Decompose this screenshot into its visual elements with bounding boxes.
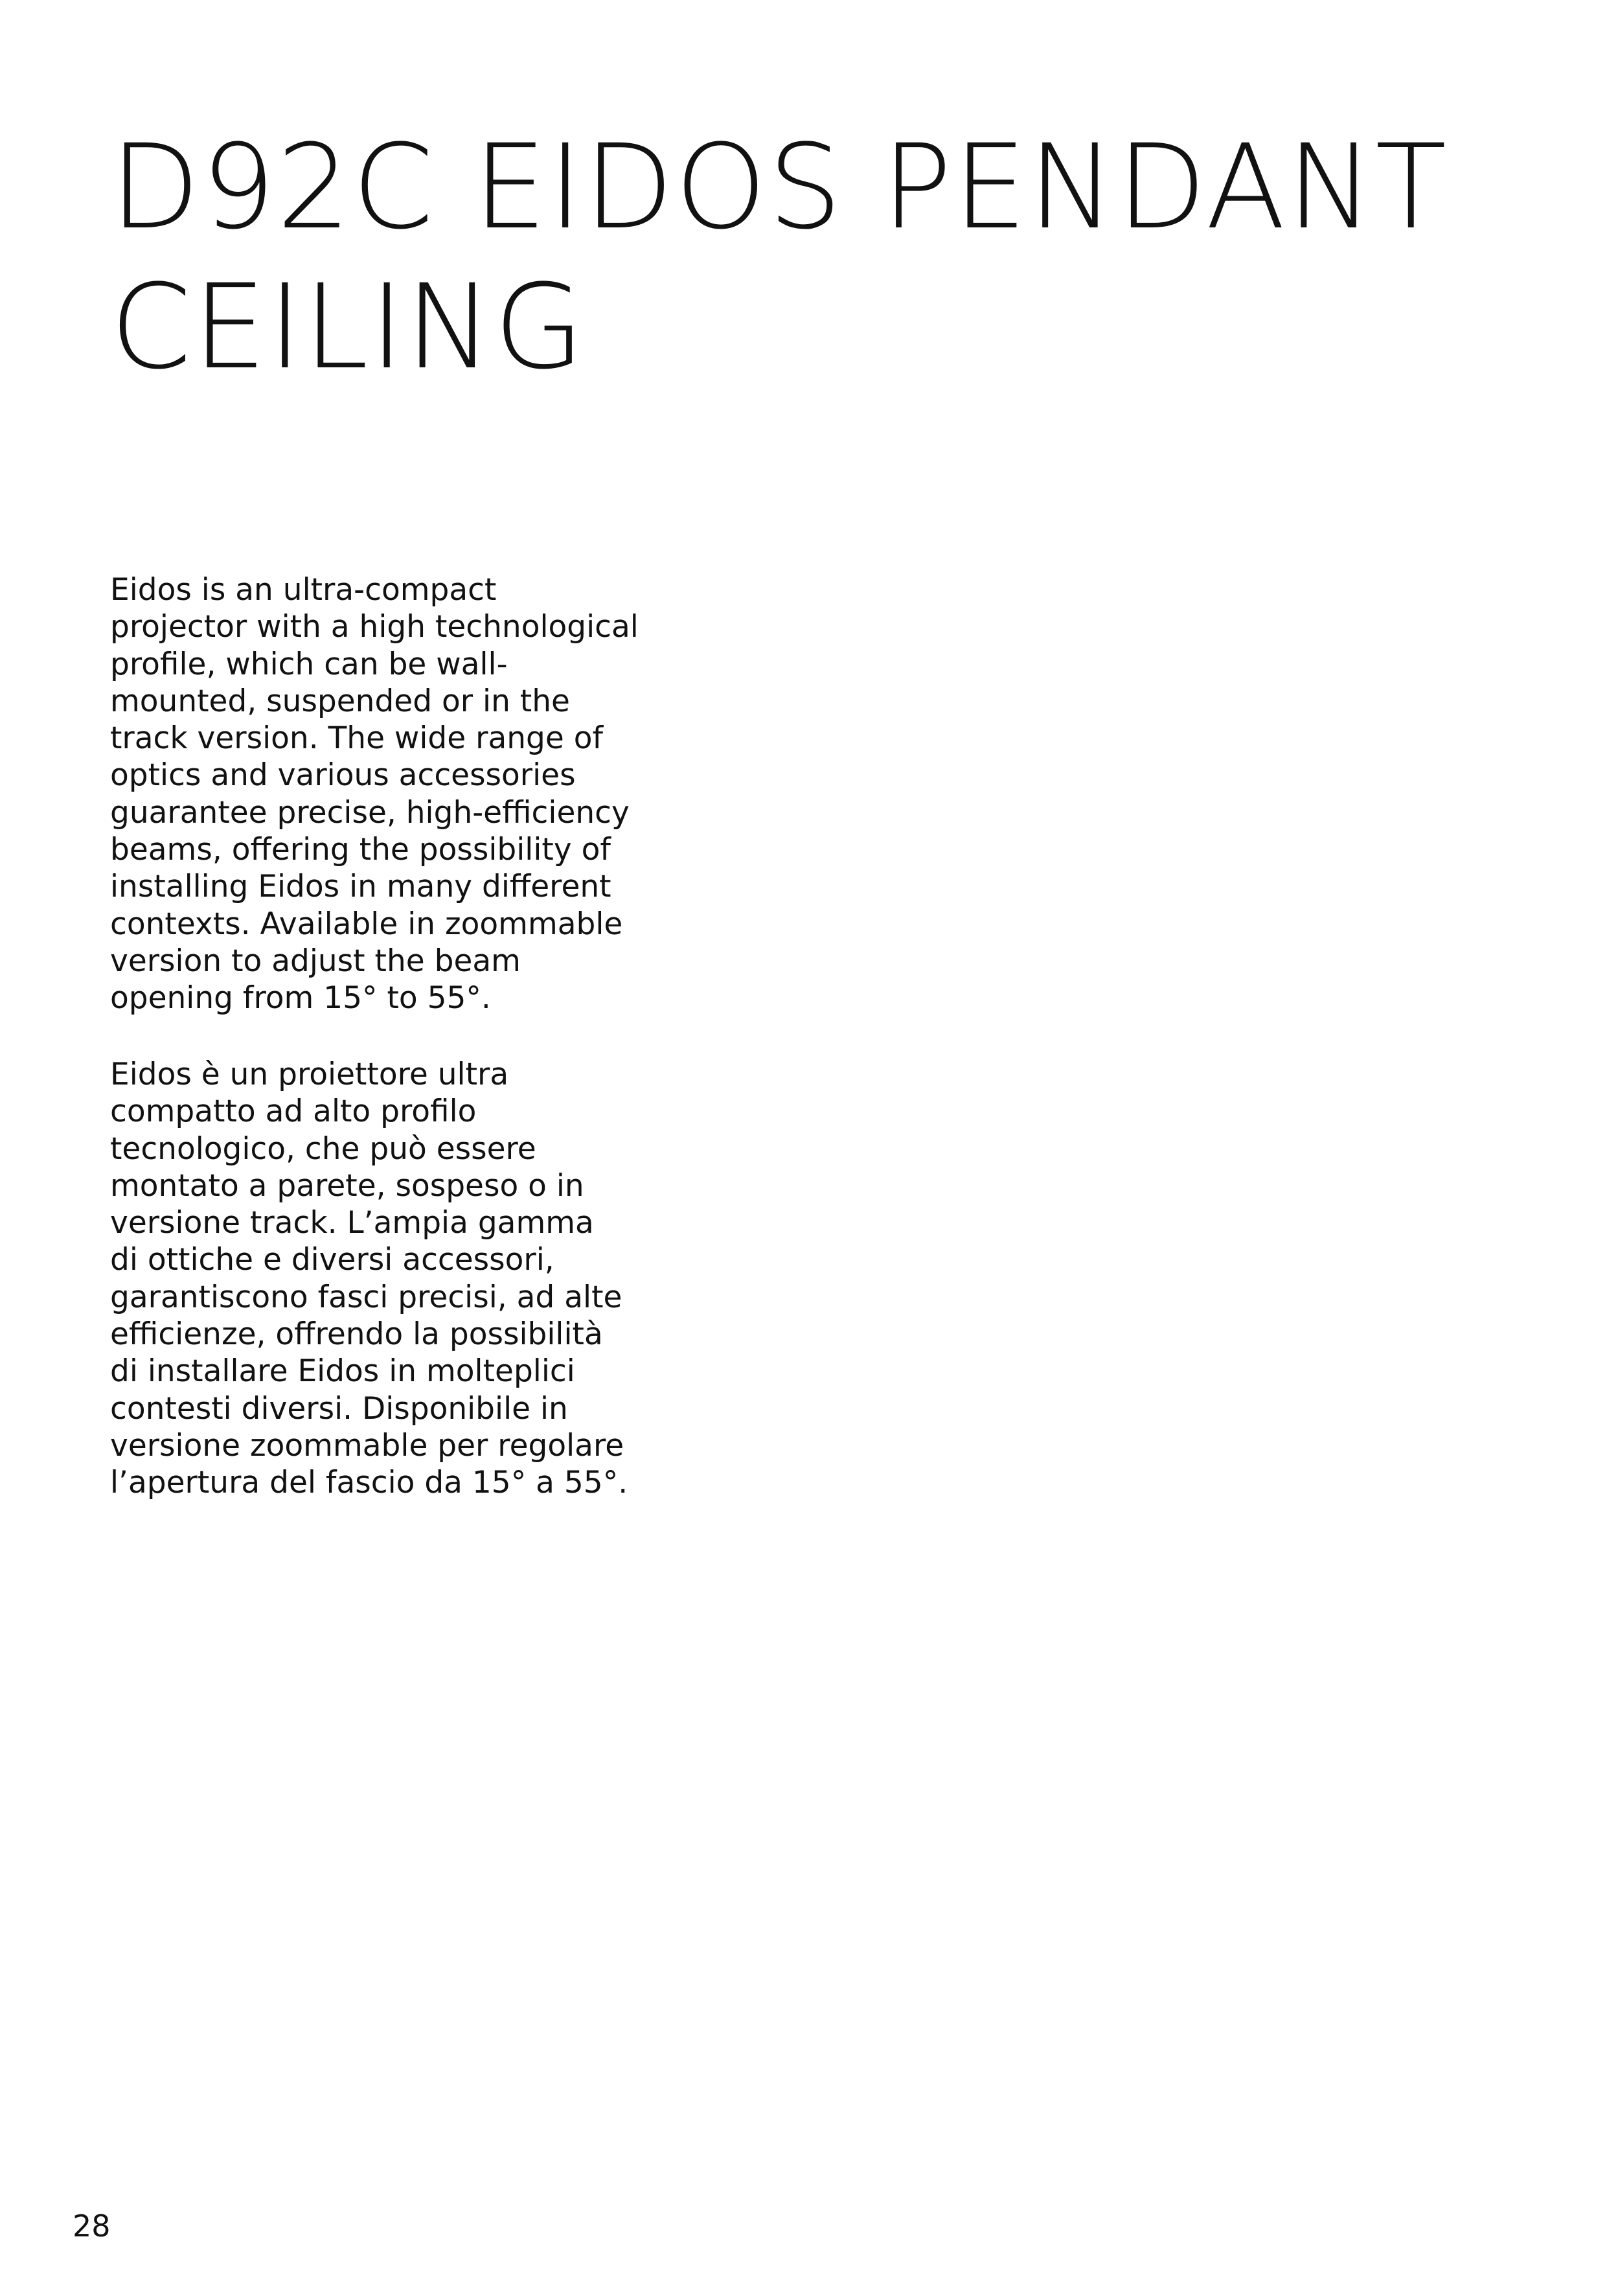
page-number: 28 (73, 2209, 111, 2244)
page-title-line-2: CEILING (110, 260, 586, 395)
page-title (110, 118, 1567, 398)
page-title-line-1: D92C EIDOS PENDANT (110, 120, 1448, 255)
description-italian: Eidos è un proiettore ultra compatto ad alto profilo tecnologico, che può essere montato a parete, sospeso o in versione track. L’ampia gamma di ottiche e diversi accessori, garantiscono fasci precisi, ad alte efficienze, offrendo la possibilità di installare Eidos in molteplici contesti diversi. Disponibile in versione zoommable per regolare l’apertura del fascio da 15° a 55°. (110, 1057, 628, 1501)
description-english: Eidos is an ultra-compact projector with a high technological profile, which can be wall- mounted, suspended or in the track version. The wide range of optics and various accessories guarantee precise, high-efficiency beams, offering the possibility of installing Eidos in many different contexts. Available in zoommable version to adjust the beam opening from 15° to 55°. (110, 572, 639, 1016)
